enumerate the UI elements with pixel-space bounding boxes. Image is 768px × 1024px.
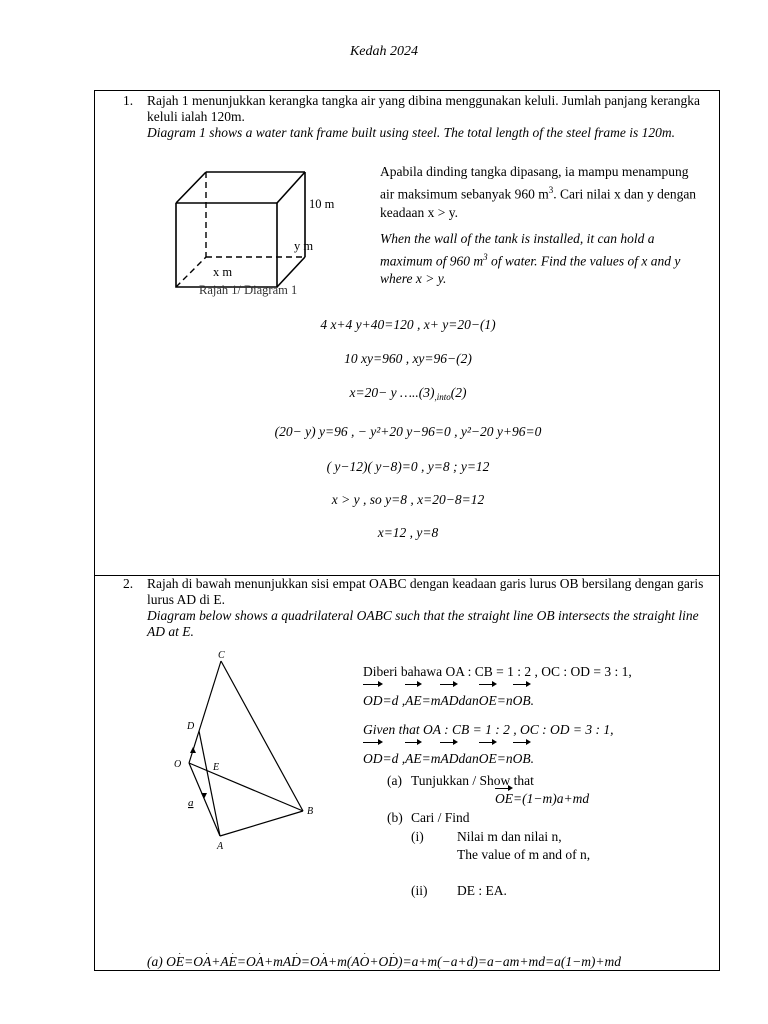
svg-text:a: a	[188, 797, 194, 809]
question-text-malay: Rajah 1 menunjukkan kerangka tangka air yang dibina menggunakan keluli. Jumlah panjang kerangka keluli ialah 120m.	[147, 93, 700, 124]
page-header: Kedah 2024	[349, 44, 419, 59]
svg-text:C: C	[218, 651, 225, 661]
question-number: 2.	[123, 576, 134, 591]
part-b-label: (b)	[387, 810, 403, 825]
svg-text:B: B	[307, 806, 314, 817]
part-a-expr: OE=(1−m)a+md	[495, 791, 590, 806]
part-b-ii-label: (ii)	[411, 883, 428, 898]
working-line-4: (20− y) y=96 , − y²+20 y−96=0 , y²−20 y+96=0	[274, 424, 542, 439]
part-b-i-malay: Nilai m dan nilai n,	[457, 829, 562, 844]
width-label: x m	[213, 265, 233, 279]
part-b-ii-text: DE : EA.	[457, 883, 507, 898]
oa-arrowhead	[201, 793, 207, 799]
working-line-1: 4 x+4 y+40=120 , x+ y=20−(1)	[320, 317, 496, 332]
od-arrowhead	[190, 747, 196, 753]
part-b-i-label: (i)	[411, 829, 424, 844]
working-line-5: ( y−12)( y−8)=0 , y=8 ; y=12	[326, 459, 490, 474]
quadrilateral-diagram	[167, 651, 337, 851]
height-label: 10 m	[309, 197, 335, 211]
part-b-i-english: The value of m and of n,	[457, 847, 591, 862]
working-line-3: x=20− y $\dots..(3)_{,into}(2)$	[349, 385, 467, 402]
tank-diagram	[170, 167, 370, 297]
working-line-6: x > y , so y=8 , x=20−8=12	[331, 492, 485, 507]
question-text-malay: Rajah di bawah menunjukkan sisi empat OABC dengan keadaan garis lurus OB bersilang dengan garis lurus AD di E.	[147, 576, 704, 607]
part-a-label: (a)	[387, 773, 402, 788]
question-text-english: Diagram below shows a quadrilateral OABC such that the straight line OB intersects the straight line AD at E.	[147, 608, 699, 639]
diagram-caption: Rajah 1/ Diagram 1	[199, 283, 298, 297]
svg-text:A: A	[217, 841, 224, 851]
part-a-text: Tunjukkan / Show that	[411, 773, 534, 788]
working-line-2: 10 xy=960 , xy=96−(2)	[344, 351, 472, 366]
questions-table	[94, 90, 720, 971]
question-number: 1.	[123, 93, 134, 108]
q2-given: Diberi bahawa OA : CB = 1 : 2 , OC : OD = 3 : 1, OD=d ,AE=mADdanOE=nOB. Given that OA : CB = 1 : 2 , OC : OD = 3 : 1, OD=d ,AE=mADdanOE=nOB.	[363, 657, 713, 773]
svg-text:E: E	[213, 762, 220, 773]
svg-text:O: O	[174, 759, 182, 770]
q1-side-text: Apabila dinding tangka dipasang, ia mampu menampung air maksimum sebanyak 960 $m^3$. Cari nilai x dan y dengan keadaan x > y. When the wall of the tank is installed, it can hold a maximum of 960 $m^3$ of water. Find the values of x and y where x > y.	[380, 164, 697, 286]
question-text-english: Diagram 1 shows a water tank frame built using steel. The total length of the steel frame is 120m.	[147, 125, 675, 140]
svg-text:D: D	[187, 721, 195, 732]
depth-label: y m	[294, 239, 314, 253]
working-line-7: x=12 , y=8	[377, 525, 439, 540]
part-a-answer: (a) OE=OA+AE=OA+mAD=OA+m(AO+OD)=a+m(−a+d)=a−am+md=a(1−m)+md	[147, 954, 622, 969]
part-b-text: Cari / Find	[411, 810, 470, 825]
